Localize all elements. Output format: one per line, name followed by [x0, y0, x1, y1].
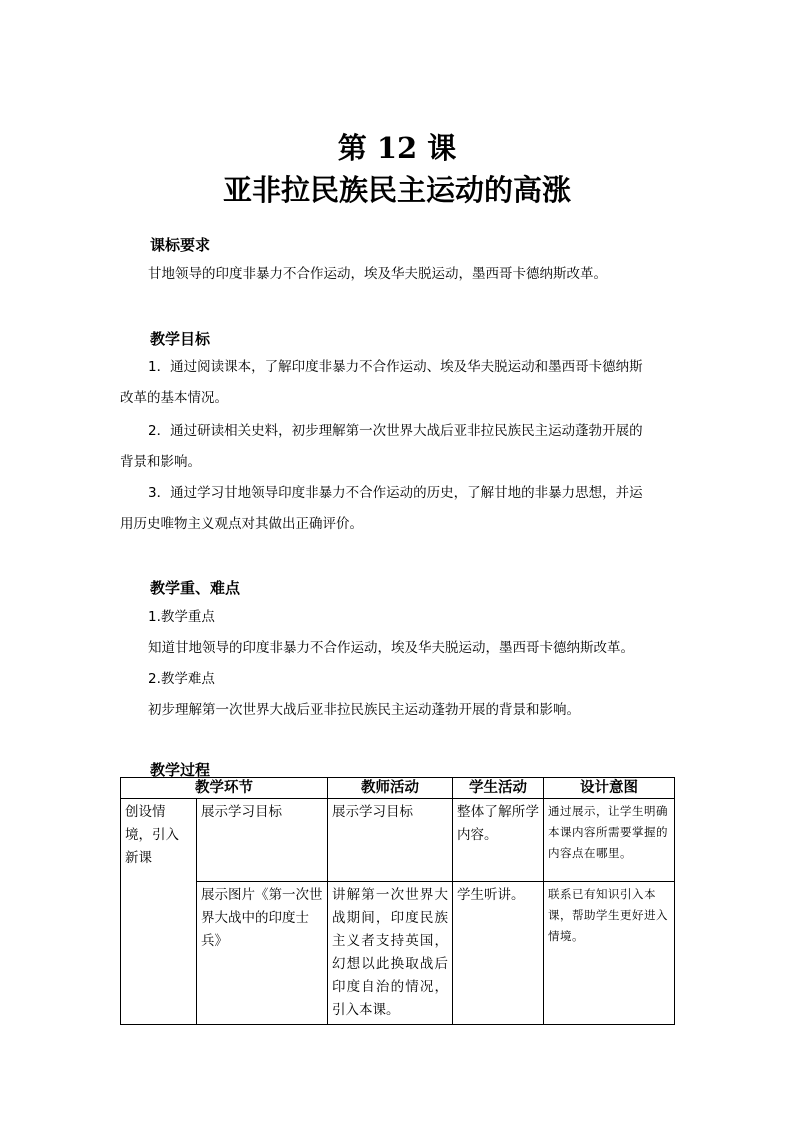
difficult-point-label: 2.教学难点 [148, 671, 215, 687]
difficult-point-text: 初步理解第一次世界大战后亚非拉民族民主运动蓬勃开展的背景和影响。 [148, 702, 580, 718]
standards-text: 甘地领导的印度非暴力不合作运动，埃及华夫脱运动，墨西哥卡德纳斯改革。 [148, 266, 607, 282]
standards-heading: 课标要求 [150, 236, 211, 254]
stage-item-cell: 展示图片《第一次世界大战中的印度士兵》 [197, 882, 328, 1025]
table-row [121, 799, 675, 882]
stage-cell: 创设情境，引入新课 [121, 799, 197, 1025]
goal-item-2: 2．通过研读相关史料，初步理解第一次世界大战后亚非拉民族民主运动蓬勃开展的背景和影响。 [120, 423, 643, 470]
key-points-heading: 教学重、难点 [150, 579, 241, 597]
intent-cell: 联系已有知识引入本课，帮助学生更好进入情境。 [544, 882, 675, 1025]
teaching-process-table [120, 777, 675, 1025]
goals-heading: 教学目标 [150, 330, 211, 348]
key-point-label: 1.教学重点 [148, 609, 215, 625]
lesson-number: 第 12 课 [337, 131, 457, 165]
process-heading: 教学过程 [150, 761, 211, 779]
key-point-text: 知道甘地领导的印度非暴力不合作运动，埃及华夫脱运动，墨西哥卡德纳斯改革。 [148, 640, 634, 656]
header-student: 学生活动 [453, 778, 544, 799]
intent-cell: 通过展示，让学生明确本课内容所需要掌握的内容点在哪里。 [544, 799, 675, 882]
goal-item-1: 1．通过阅读课本，了解印度非暴力不合作运动、埃及华夫脱运动和墨西哥卡德纳斯改革的基本情况。 [120, 359, 643, 406]
teacher-cell: 展示学习目标 [328, 799, 453, 882]
header-stage: 教学环节 [121, 778, 328, 799]
header-intent: 设计意图 [544, 778, 675, 799]
goal-item-3: 3．通过学习甘地领导印度非暴力不合作运动的历史，了解甘地的非暴力思想，并运用历史唯物主义观点对其做出正确评价。 [120, 485, 643, 532]
teacher-cell: 讲解第一次世界大战期间，印度民族主义者支持英国，幻想以此换取战后印度自治的情况，引入本课。 [328, 882, 453, 1025]
table-row [121, 882, 675, 1025]
lesson-title: 亚非拉民族民主运动的高涨 [222, 173, 571, 207]
table-header-row [121, 778, 675, 799]
header-teacher: 教师活动 [328, 778, 453, 799]
student-cell: 学生听讲。 [453, 882, 544, 1025]
stage-item-cell: 展示学习目标 [197, 799, 328, 882]
student-cell: 整体了解所学内容。 [453, 799, 544, 882]
